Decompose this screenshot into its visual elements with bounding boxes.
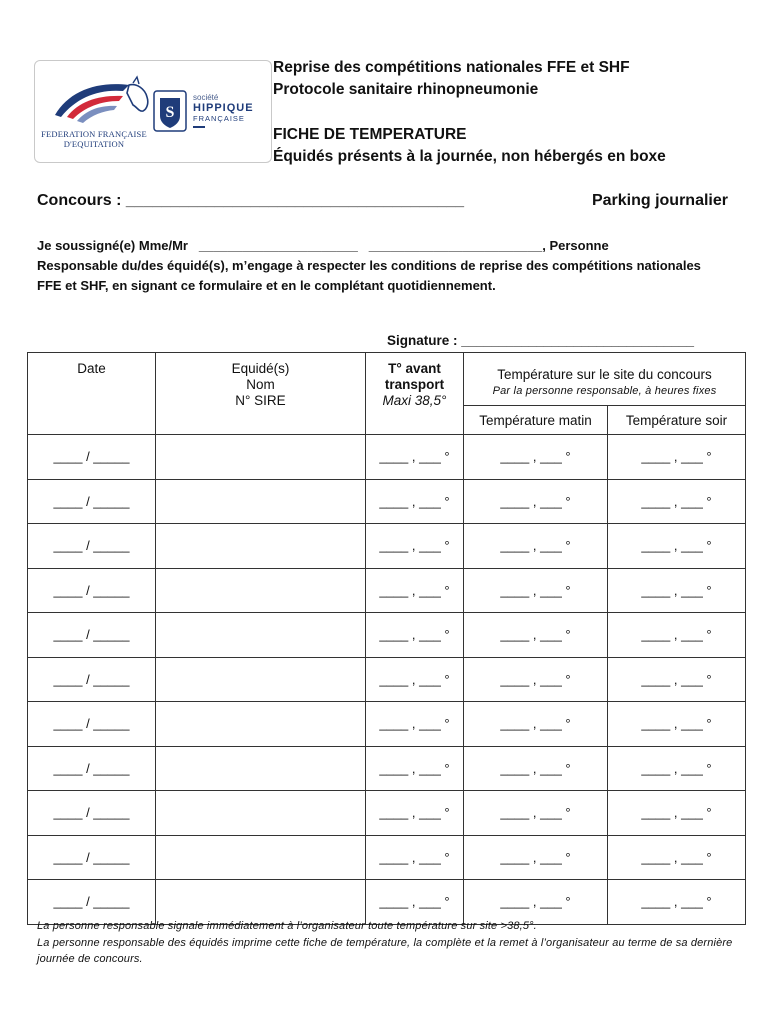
engagement-first-line[interactable]: Je soussigné(e) Mme/Mr ______________________ ________________________, Personne [37, 238, 609, 253]
equide-cell[interactable] [156, 613, 366, 658]
temp-matin-cell[interactable]: ____ , ___ ° [464, 746, 608, 791]
header-title-block [273, 57, 630, 101]
ffe-logo-line1: FEDERATION FRANÇAISE [41, 129, 147, 139]
table-row [28, 835, 746, 880]
equide-cell[interactable] [156, 791, 366, 836]
temp-matin-cell[interactable]: ____ , ___ ° [464, 479, 608, 524]
ffe-logo-line2: D'EQUITATION [63, 139, 125, 149]
temp-soir-cell[interactable]: ____ , ___ ° [608, 479, 746, 524]
table-row [28, 791, 746, 836]
temp-matin-cell[interactable]: ____ , ___ ° [464, 880, 608, 925]
equide-cell[interactable] [156, 835, 366, 880]
header-site-title: Température sur le site du concours [497, 367, 712, 382]
temp-soir-cell[interactable]: ____ , ___ ° [608, 702, 746, 747]
date-cell[interactable]: ____ / _____ [28, 835, 156, 880]
header-equide-line1: Equidé(s) [231, 361, 290, 376]
date-cell[interactable]: ____ / _____ [28, 880, 156, 925]
temp-avant-cell[interactable]: ____ , ___ ° [366, 791, 464, 836]
shf-hippique: HIPPIQUE [193, 102, 254, 114]
temp-matin-cell[interactable]: ____ , ___ ° [464, 702, 608, 747]
temp-avant-cell[interactable]: ____ , ___ ° [366, 524, 464, 569]
date-cell[interactable]: ____ / _____ [28, 479, 156, 524]
temp-matin-cell[interactable]: ____ , ___ ° [464, 613, 608, 658]
header-date-label: Date [77, 361, 106, 376]
date-cell[interactable]: ____ / _____ [28, 568, 156, 613]
header-temp-avant [366, 353, 464, 435]
temp-avant-cell[interactable]: ____ , ___ ° [366, 613, 464, 658]
header-soir: Température soir [608, 406, 746, 435]
table-row [28, 479, 746, 524]
header-subtitle-block [273, 124, 666, 168]
temp-soir-cell[interactable]: ____ , ___ ° [608, 524, 746, 569]
date-cell[interactable]: ____ / _____ [28, 435, 156, 480]
temperature-table [27, 352, 746, 925]
table-row [28, 613, 746, 658]
parking-label: Parking journalier [591, 192, 728, 209]
footnote-line2: La personne responsable des équidés imprime cette fiche de température, la complète et la remet à l’organisateur au terme de sa dernière journée de concours. [37, 936, 733, 965]
equide-cell[interactable] [156, 568, 366, 613]
date-cell[interactable]: ____ / _____ [28, 791, 156, 836]
temp-avant-cell[interactable]: ____ , ___ ° [366, 746, 464, 791]
header-line2: Protocole sanitaire rhinopneumonie [273, 81, 539, 98]
header-line1: Reprise des compétitions nationales FFE et SHF [273, 59, 630, 76]
header-site-subtitle: Par la personne responsable, à heures fixes [492, 385, 717, 397]
temp-soir-cell[interactable]: ____ , ___ ° [608, 746, 746, 791]
header-line3: FICHE DE TEMPERATURE [273, 126, 467, 143]
temp-avant-cell[interactable]: ____ , ___ ° [366, 568, 464, 613]
temp-soir-cell[interactable]: ____ , ___ ° [608, 835, 746, 880]
temp-matin-cell[interactable]: ____ , ___ ° [464, 568, 608, 613]
table-row [28, 657, 746, 702]
temp-avant-cell[interactable]: ____ , ___ ° [366, 835, 464, 880]
shf-rule [193, 126, 205, 128]
date-cell[interactable]: ____ / _____ [28, 613, 156, 658]
svg-text:S: S [165, 104, 175, 121]
date-cell[interactable]: ____ / _____ [28, 746, 156, 791]
table-row [28, 435, 746, 480]
footnote-line1: La personne responsable signale immédiatement à l’organisateur toute température sur site >38,5°. [37, 920, 537, 932]
temp-matin-cell[interactable]: ____ , ___ ° [464, 791, 608, 836]
engagement-rest: Responsable du/des équidé(s), m’engage à respecter les conditions de reprise des compétitions nationales FFE et SHF, en signant ce formulaire et en le complétant quotidiennement. [37, 258, 701, 293]
temp-soir-cell[interactable]: ____ , ___ ° [608, 568, 746, 613]
table-row [28, 702, 746, 747]
temp-soir-cell[interactable]: ____ , ___ ° [608, 613, 746, 658]
signature-field[interactable]: Signature : _______________________________ [387, 333, 695, 348]
shf-francaise: FRANÇAISE [193, 114, 245, 123]
engagement-paragraph [37, 236, 707, 296]
ffe-logo-text [39, 129, 149, 149]
header-equide-line3: N° SIRE [235, 393, 286, 408]
header-site [464, 353, 746, 406]
shf-societe: société [193, 93, 219, 102]
logos-frame [34, 60, 272, 163]
temp-avant-cell[interactable]: ____ , ___ ° [366, 479, 464, 524]
equide-cell[interactable] [156, 746, 366, 791]
temp-avant-cell[interactable]: ____ , ___ ° [366, 702, 464, 747]
shf-logo-text [193, 93, 271, 128]
date-cell[interactable]: ____ / _____ [28, 657, 156, 702]
header-equide [156, 353, 366, 435]
header-line4: Équidés présents à la journée, non hébergés en boxe [273, 148, 666, 165]
temp-matin-cell[interactable]: ____ , ___ ° [464, 657, 608, 702]
date-cell[interactable]: ____ / _____ [28, 524, 156, 569]
temp-avant-cell[interactable]: ____ , ___ ° [366, 657, 464, 702]
header-avant-line1: T° avant [388, 361, 441, 376]
temp-soir-cell[interactable]: ____ , ___ ° [608, 435, 746, 480]
table-row [28, 524, 746, 569]
equide-cell[interactable] [156, 657, 366, 702]
header-matin: Température matin [464, 406, 608, 435]
header-avant-line3: Maxi 38,5° [382, 393, 447, 408]
equide-cell[interactable] [156, 524, 366, 569]
temp-soir-cell[interactable]: ____ , ___ ° [608, 657, 746, 702]
temp-matin-cell[interactable]: ____ , ___ ° [464, 835, 608, 880]
temp-soir-cell[interactable]: ____ , ___ ° [608, 880, 746, 925]
equide-cell[interactable] [156, 702, 366, 747]
date-cell[interactable]: ____ / _____ [28, 702, 156, 747]
concours-field[interactable]: Concours : ______________________________________ [37, 192, 465, 209]
header-date [28, 353, 156, 435]
temp-avant-cell[interactable]: ____ , ___ ° [366, 435, 464, 480]
footnote [37, 918, 737, 968]
table-row [28, 568, 746, 613]
temp-matin-cell[interactable]: ____ , ___ ° [464, 435, 608, 480]
equide-cell[interactable] [156, 479, 366, 524]
shf-emblem-icon [153, 90, 187, 132]
temp-avant-cell[interactable]: ____ , ___ ° [366, 880, 464, 925]
temp-matin-cell[interactable]: ____ , ___ ° [464, 524, 608, 569]
table-row [28, 746, 746, 791]
ffe-horse-logo [47, 71, 157, 131]
header-avant-line2: transport [384, 377, 445, 392]
header-equide-line2: Nom [246, 377, 275, 392]
equide-cell[interactable] [156, 435, 366, 480]
temp-soir-cell[interactable]: ____ , ___ ° [608, 791, 746, 836]
